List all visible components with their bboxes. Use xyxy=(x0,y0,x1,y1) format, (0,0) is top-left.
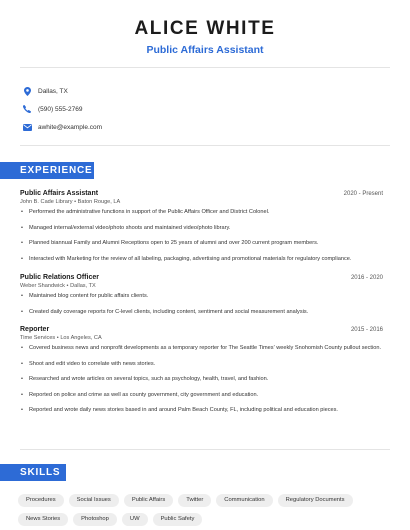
bullet-item: • Reported and wrote daily news stories based in and around Palm Beach County, FL, including political and education pieces. xyxy=(20,407,383,414)
candidate-name: ALICE WHITE xyxy=(134,18,276,39)
skill-chip: Public Safety xyxy=(153,513,203,526)
contact-info xyxy=(22,82,102,136)
skills-section-header xyxy=(0,464,66,481)
skill-chip: Twitter xyxy=(178,494,211,507)
skill-chip: Procedures xyxy=(18,494,64,507)
job-title: Public Relations Officer xyxy=(20,274,99,281)
bullet-item: • Created daily coverage reports for C-level clients, including content, sentiment and social measurement analysis. xyxy=(20,309,383,316)
skill-chip: Communication xyxy=(216,494,272,507)
bullet-item: • Performed the administrative functions in support of the Public Affairs Officer and District Colonel. xyxy=(20,209,383,216)
skill-chip: Social Issues xyxy=(69,494,119,507)
job-location: Baton Rouge, LA xyxy=(77,199,121,205)
email-text[interactable]: awhite@example.com xyxy=(38,123,103,131)
skill-chip: UW xyxy=(122,513,148,526)
job-entry xyxy=(20,190,383,271)
experience-section-header xyxy=(0,162,94,179)
location-text: Dallas, TX xyxy=(38,87,68,95)
job-organization: Time Services • Los Angeles, CA xyxy=(20,335,102,341)
bullet-item: • Interacted with Marketing for the review of all labeling, packaging, advertising and promotional materials for regulatory compliance. xyxy=(20,256,383,263)
bullet-item: • Shoot and edit video to correlate with news stories. xyxy=(20,361,383,368)
bullet-item: • Reported on police and crime as well as county government, city government and education. xyxy=(20,392,383,399)
job-organization: Weber Shandwick • Dallas, TX xyxy=(20,283,96,289)
bullet-item: • Planned biannual Family and Alumni Receptions open to 25 years of alumni and over 200 current program members. xyxy=(20,240,383,247)
experience-heading: EXPERIENCE xyxy=(20,165,93,176)
job-title: Reporter xyxy=(20,326,50,333)
job-dates: 2016 - 2020 xyxy=(350,275,383,281)
skill-chip: Public Affairs xyxy=(124,494,173,507)
job-entry xyxy=(20,326,383,423)
contact-email xyxy=(22,118,102,136)
contact-location xyxy=(22,82,102,100)
phone-icon xyxy=(22,104,32,114)
experience-divider xyxy=(20,449,390,450)
skills-heading: SKILLS xyxy=(20,467,61,478)
job-location: Los Angeles, CA xyxy=(60,335,102,341)
job-dates: 2020 - Present xyxy=(343,191,383,197)
skill-chip: News Stories xyxy=(18,513,68,526)
job-bullets xyxy=(20,293,383,316)
bullet-item: • Managed internal/external video/photo shoots and maintained video/photo library. xyxy=(20,225,383,232)
job-org-name: Weber Shandwick xyxy=(20,283,65,289)
resume-header xyxy=(0,0,410,56)
envelope-icon xyxy=(22,122,32,132)
skill-chip: Photoshop xyxy=(73,513,117,526)
job-organization: John B. Cade Library • Baton Rouge, LA xyxy=(20,199,121,205)
job-location: Dallas, TX xyxy=(70,283,96,289)
job-entry xyxy=(20,274,383,324)
job-title: Public Affairs Assistant xyxy=(20,190,99,197)
job-org-name: Time Services xyxy=(20,335,56,341)
contact-divider xyxy=(20,145,390,146)
contact-phone xyxy=(22,100,102,118)
header-divider xyxy=(20,67,390,68)
bullet-item: • Covered business news and nonprofit developments as a temporary reporter for The Seattle Times' weekly Snohomish County pullout section. xyxy=(20,345,383,352)
job-bullets xyxy=(20,209,383,263)
candidate-title: Public Affairs Assistant xyxy=(146,44,264,56)
job-org-name: John B. Cade Library xyxy=(20,199,73,205)
location-pin-icon xyxy=(22,86,32,96)
job-bullets xyxy=(20,345,383,414)
job-dates: 2015 - 2016 xyxy=(350,327,383,333)
skill-chip: Regulatory Documents xyxy=(278,494,353,507)
skills-list xyxy=(18,494,390,526)
bullet-item: • Maintained blog content for public affairs clients. xyxy=(20,293,383,300)
phone-text: (590) 555-2769 xyxy=(38,105,83,113)
bullet-item: • Researched and wrote articles on several topics, such as psychology, health, travel, and fashion. xyxy=(20,376,383,383)
